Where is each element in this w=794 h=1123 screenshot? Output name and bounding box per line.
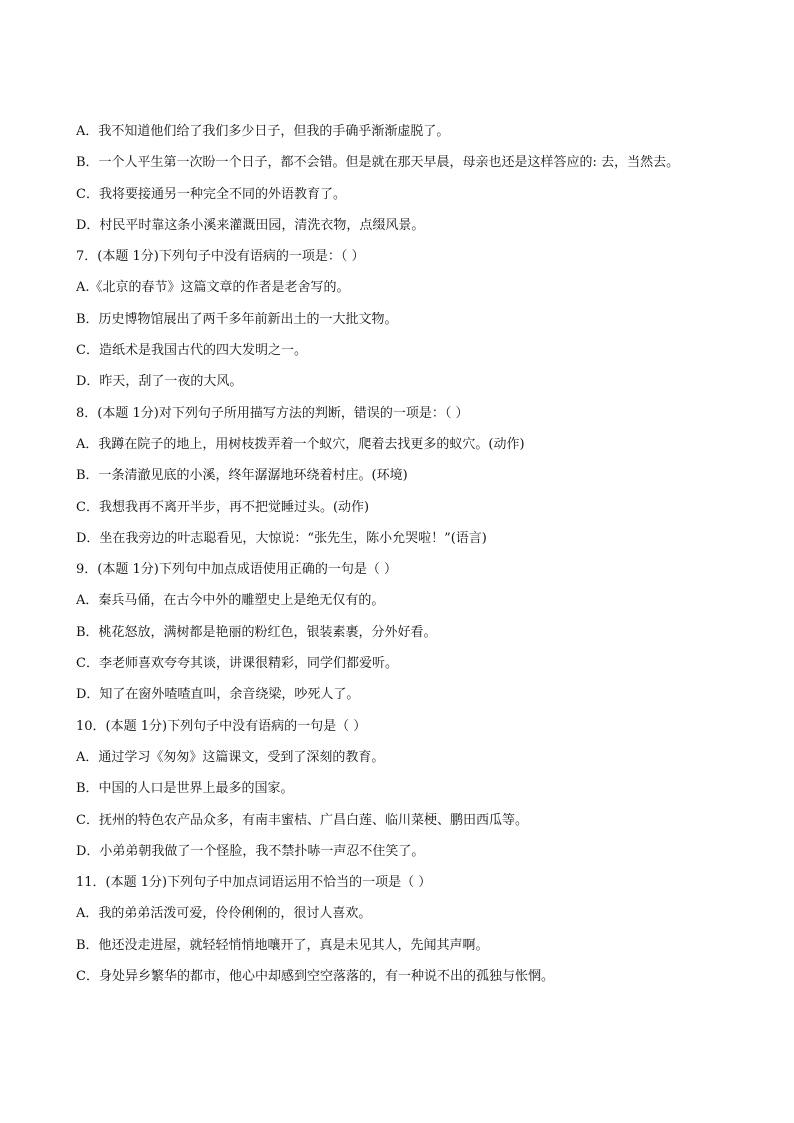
- question-7-option-c: C．造纸术是我国古代的四大发明之一。: [76, 343, 307, 359]
- question-7-option-b: B．历史博物馆展出了两千多年前新出土的一大批文物。: [76, 311, 398, 327]
- option-d-prev: D．村民平时靠这条小溪来灌溉田园，清洗衣物，点缀风景。: [76, 217, 425, 233]
- question-9-option-b: B．桃花怒放，满树都是艳丽的粉红色，银装素裹，分外好看。: [76, 624, 437, 640]
- question-11-option-b: B．他还没走进屋，就轻轻悄悄地嚷开了，真是未见其人，先闻其声啊。: [76, 937, 489, 953]
- question-9-option-a: A．秦兵马俑，在古今中外的雕塑史上是绝无仅有的。: [76, 593, 385, 609]
- question-8-stem: 8．(本题 1分)对下列句子所用描写方法的判断，错误的一项是：（ ）: [76, 405, 469, 421]
- question-8-option-d: D．坐在我旁边的叶志聪看见，大惊说：“张先生，陈小允哭啦！”(语言): [76, 530, 487, 546]
- option-a-prev: A．我不知道他们给了我们多少日子，但我的手确乎渐渐虚脱了。: [76, 124, 450, 139]
- question-11-option-a: A．我的弟弟活泼可爱，伶伶俐俐的，很讨人喜欢。: [76, 906, 372, 922]
- question-7-option-d: D．昨天，刮了一夜的大风。: [76, 374, 243, 390]
- question-10-option-a: A．通过学习《匆匆》这篇课文，受到了深刻的教育。: [76, 749, 385, 765]
- question-11-option-c: C．身处异乡繁华的都市，他心中却感到空空落落的，有一种说不出的孤独与怅惘。: [76, 969, 554, 985]
- question-7-option-a: A.《北京的春节》这篇文章的作者是老舍写的。: [76, 280, 350, 296]
- question-8-option-c: C．我想我再不离开半步，再不把觉睡过头。(动作): [76, 499, 370, 515]
- question-11-stem: 11．(本题 1分)下列句子中加点词语运用不恰当的一项是（ ）: [76, 875, 432, 891]
- question-8-option-b: B．一条清澈见底的小溪，终年潺潺地环绕着村庄。(环境): [76, 468, 408, 484]
- option-b-prev: B．一个人平生第一次盼一个日子，都不会错。但是就在那天早晨，母亲也还是这样答应的: 去，当然去。: [76, 155, 680, 171]
- question-8-option-a: A．我蹲在院子的地上，用树枝拨弄着一个蚁穴，爬着去找更多的蚁穴。(动作): [76, 436, 525, 452]
- question-9-option-c: C．李老师喜欢夸夸其谈，讲课很精彩，同学们都爱听。: [76, 656, 398, 672]
- question-10-option-c: C．抚州的特色农产品众多，有南丰蜜桔、广昌白莲、临川菜梗、鹏田西瓜等。: [76, 812, 528, 828]
- question-10-stem: 10．(本题 1分)下列句子中没有语病的一句是（ ）: [76, 718, 367, 734]
- question-9-stem: 9．(本题 1分)下列句中加点成语使用正确的一句是（ ）: [76, 562, 397, 578]
- option-c-prev: C．我将要接通另一种完全不同的外语教育了。: [76, 186, 346, 202]
- question-10-option-b: B．中国的人口是世界上最多的国家。: [76, 781, 294, 797]
- question-10-option-d: D．小弟弟朝我做了一个怪脸，我不禁扑哧一声忍不住笑了。: [76, 843, 425, 859]
- question-list: [76, 116, 776, 992]
- question-9-option-d: D．知了在窗外喳喳直叫，余音绕梁，吵死人了。: [76, 687, 360, 703]
- question-7-stem: 7．(本题 1分)下列句子中没有语病的一项是：（ ）: [76, 249, 365, 265]
